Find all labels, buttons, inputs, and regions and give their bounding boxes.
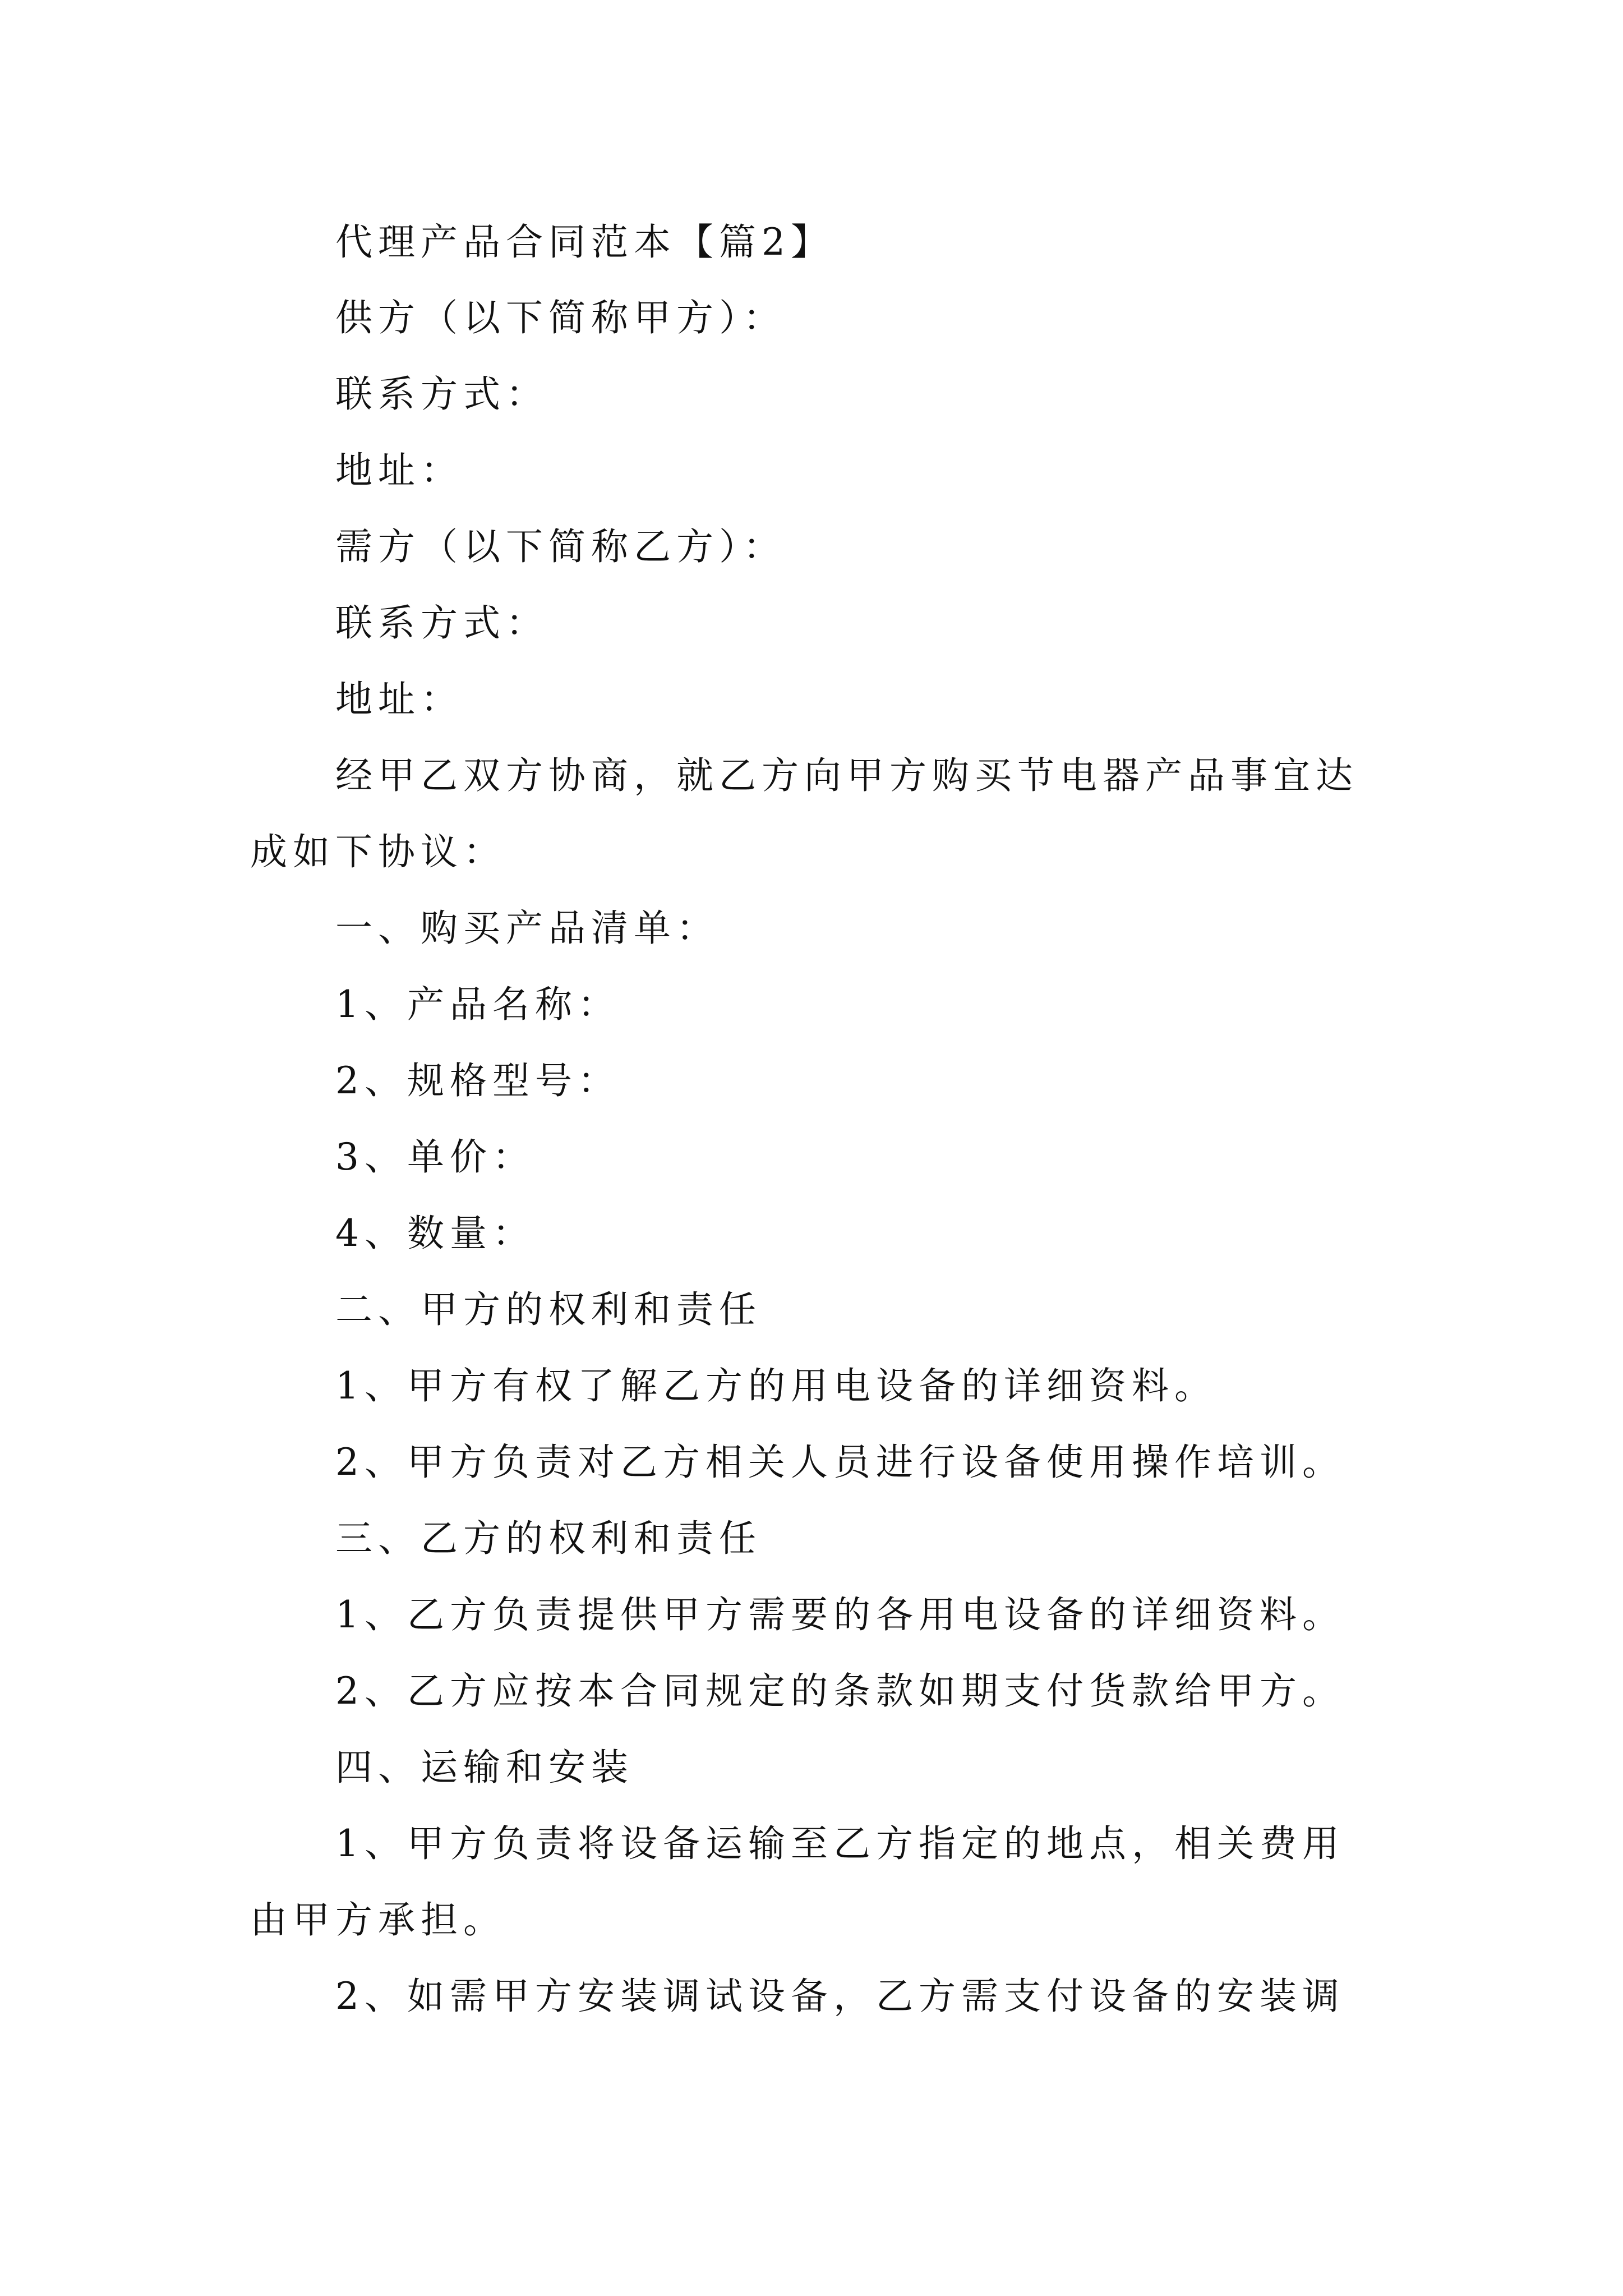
transport-clause-2: 2、如需甲方安装调试设备，乙方需支付设备的安装调 <box>335 1975 1345 2018</box>
transport-clause-1-continued: 由甲方承担。 <box>250 1898 506 1941</box>
supplier-address-line: 地址： <box>335 449 463 492</box>
section-heading-3: 三、乙方的权利和责任 <box>335 1517 762 1560</box>
product-spec-line: 2、规格型号： <box>335 1059 620 1102</box>
section-heading-4: 四、运输和安装 <box>335 1746 634 1789</box>
document-title: 代理产品合同范本【篇2】 <box>335 220 833 264</box>
agreement-intro-line: 经甲乙双方协商，就乙方向甲方购买节电器产品事宜达 <box>335 754 1358 797</box>
party-a-clause-1: 1、甲方有权了解乙方的用电设备的详细资料。 <box>335 1364 1217 1407</box>
buyer-line: 需方（以下简称乙方）： <box>335 525 786 568</box>
party-b-clause-1: 1、乙方负责提供甲方需要的各用电设备的详细资料。 <box>335 1593 1345 1636</box>
product-quantity-line: 4、数量： <box>335 1212 535 1255</box>
product-name-line: 1、产品名称： <box>335 983 620 1026</box>
supplier-contact-line: 联系方式： <box>335 372 548 416</box>
section-heading-1: 一、购买产品清单： <box>335 907 719 950</box>
party-a-clause-2: 2、甲方负责对乙方相关人员进行设备使用操作培训。 <box>335 1441 1345 1484</box>
agreement-intro-continued: 成如下协议： <box>250 830 506 873</box>
buyer-address-line: 地址： <box>335 678 463 721</box>
supplier-line: 供方（以下简称甲方）： <box>335 296 786 339</box>
party-b-clause-2: 2、乙方应按本合同规定的条款如期支付货款给甲方。 <box>335 1669 1345 1713</box>
buyer-contact-line: 联系方式： <box>335 601 548 645</box>
product-price-line: 3、单价： <box>335 1135 535 1179</box>
section-heading-2: 二、甲方的权利和责任 <box>335 1288 762 1331</box>
transport-clause-1: 1、甲方负责将设备运输至乙方指定的地点，相关费用 <box>335 1822 1345 1865</box>
